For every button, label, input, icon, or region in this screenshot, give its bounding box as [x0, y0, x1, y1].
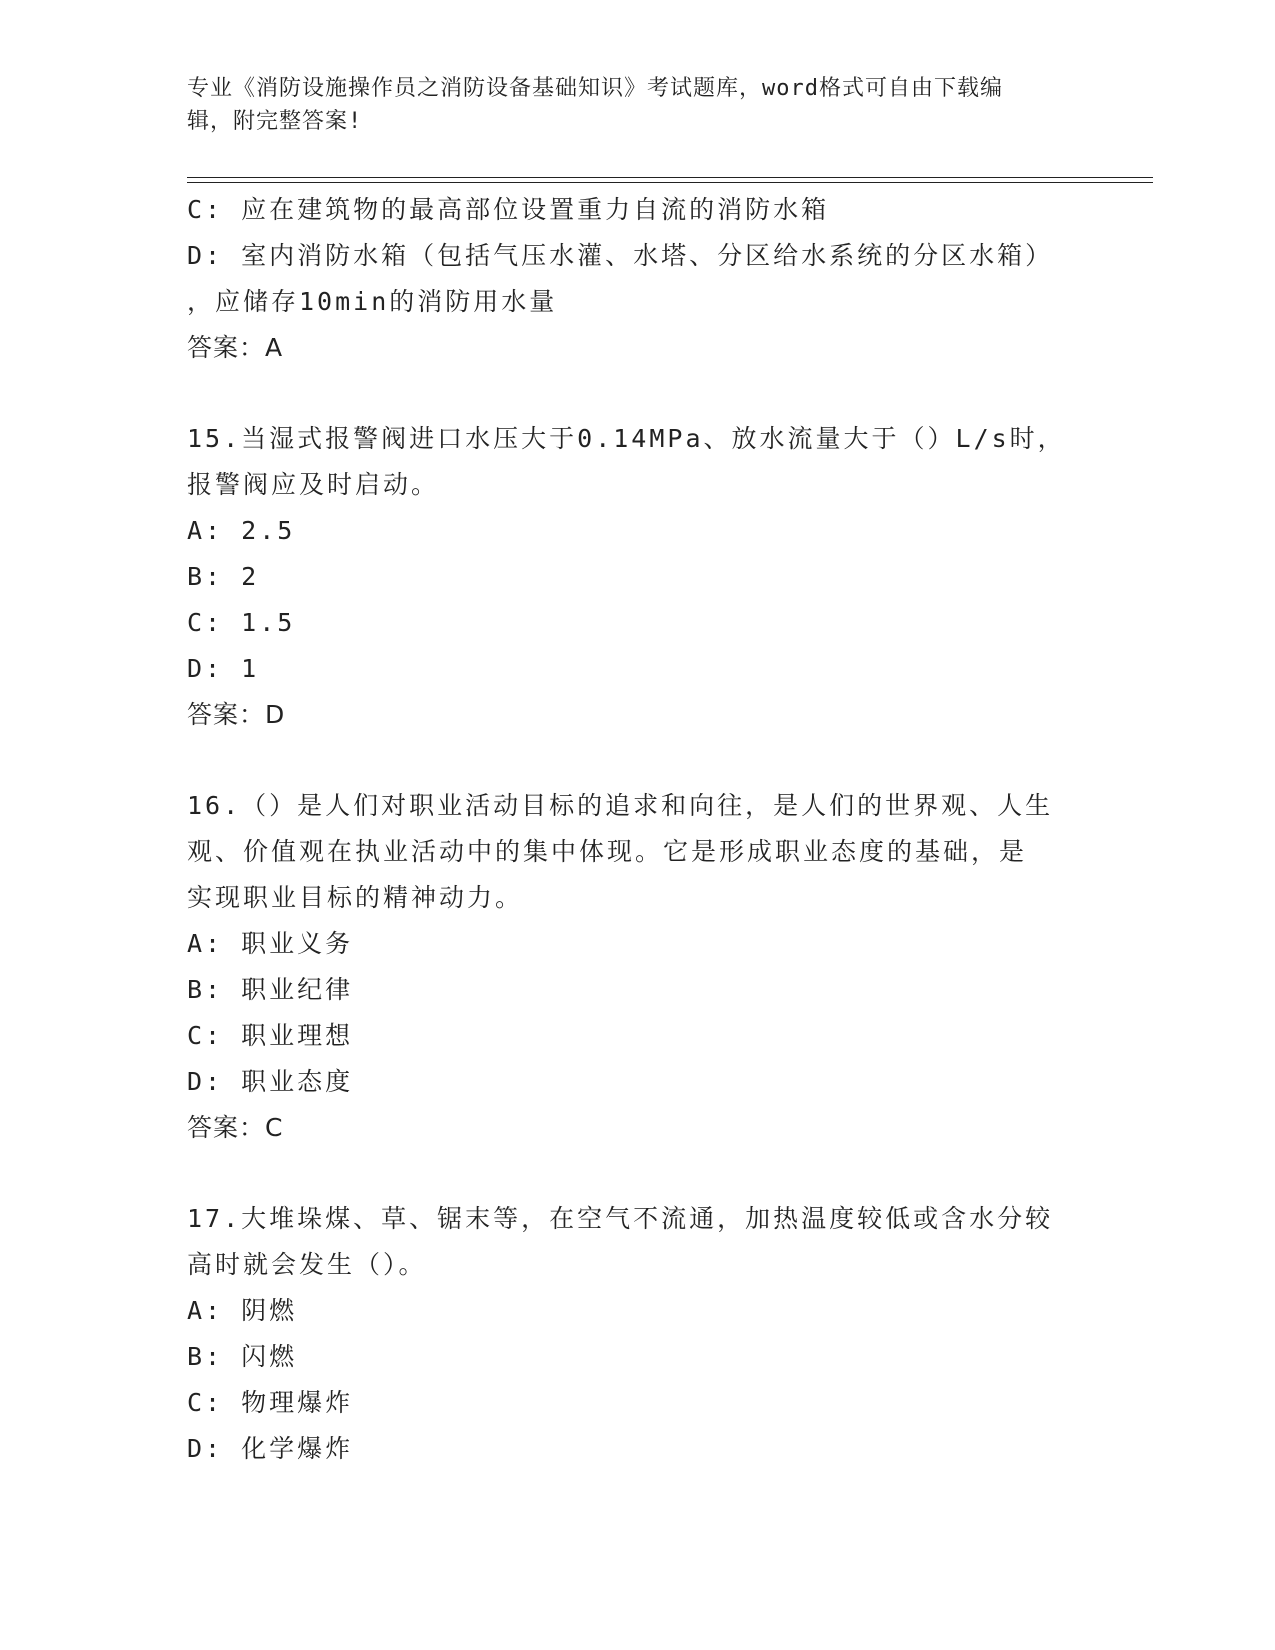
option-d: D: 室内消防水箱（包括气压水灌、水塔、分区给水系统的分区水箱） — [187, 241, 1054, 270]
answer: 答案：D — [187, 700, 286, 729]
answer: 答案：A — [187, 333, 284, 362]
option-b: B: 2 — [187, 562, 260, 591]
option-a: A: 阴燃 — [187, 1296, 298, 1325]
option-c: C: 职业理想 — [187, 1021, 354, 1050]
question-17 — [187, 1196, 1087, 1472]
option-d: D: 1 — [187, 654, 260, 683]
option-c: C: 1.5 — [187, 608, 296, 637]
option-b: B: 闪燃 — [187, 1342, 298, 1371]
question-stem-line: 16.（）是人们对职业活动目标的追求和向往，是人们的世界观、人生 — [187, 791, 1054, 820]
document-header — [187, 72, 1067, 138]
header-line-2: 辑，附完整答案! — [187, 109, 363, 134]
answer: 答案：C — [187, 1113, 284, 1142]
question-partial — [187, 187, 1087, 371]
question-stem-line: 15.当湿式报警阀进口水压大于0.14MPa、放水流量大于（）L/s时， — [187, 424, 1066, 453]
document-body — [187, 187, 1087, 1472]
question-15 — [187, 416, 1087, 738]
question-stem-line: 观、价值观在执业活动中的集中体现。它是形成职业态度的基础，是 — [187, 837, 1028, 866]
option-b: B: 职业纪律 — [187, 975, 354, 1004]
option-a: A: 2.5 — [187, 516, 296, 545]
option-d-continued: ，应储存10min的消防用水量 — [187, 287, 558, 316]
question-16 — [187, 783, 1087, 1151]
option-c: C: 物理爆炸 — [187, 1388, 354, 1417]
question-stem-line: 高时就会发生（）。 — [187, 1250, 427, 1279]
question-stem-line: 17.大堆垛煤、草、锯末等，在空气不流通，加热温度较低或含水分较 — [187, 1204, 1054, 1233]
header-line-1: 专业《消防设施操作员之消防设备基础知识》考试题库，word格式可自由下载编 — [187, 76, 1003, 101]
question-stem-line: 实现职业目标的精神动力。 — [187, 883, 524, 912]
option-c: C: 应在建筑物的最高部位设置重力自流的消防水箱 — [187, 195, 830, 224]
question-stem-line: 报警阀应及时启动。 — [187, 470, 440, 499]
option-a: A: 职业义务 — [187, 929, 354, 958]
header-divider-top — [187, 177, 1153, 178]
option-d: D: 化学爆炸 — [187, 1434, 354, 1463]
option-d: D: 职业态度 — [187, 1067, 354, 1096]
header-divider-bottom — [187, 182, 1153, 183]
